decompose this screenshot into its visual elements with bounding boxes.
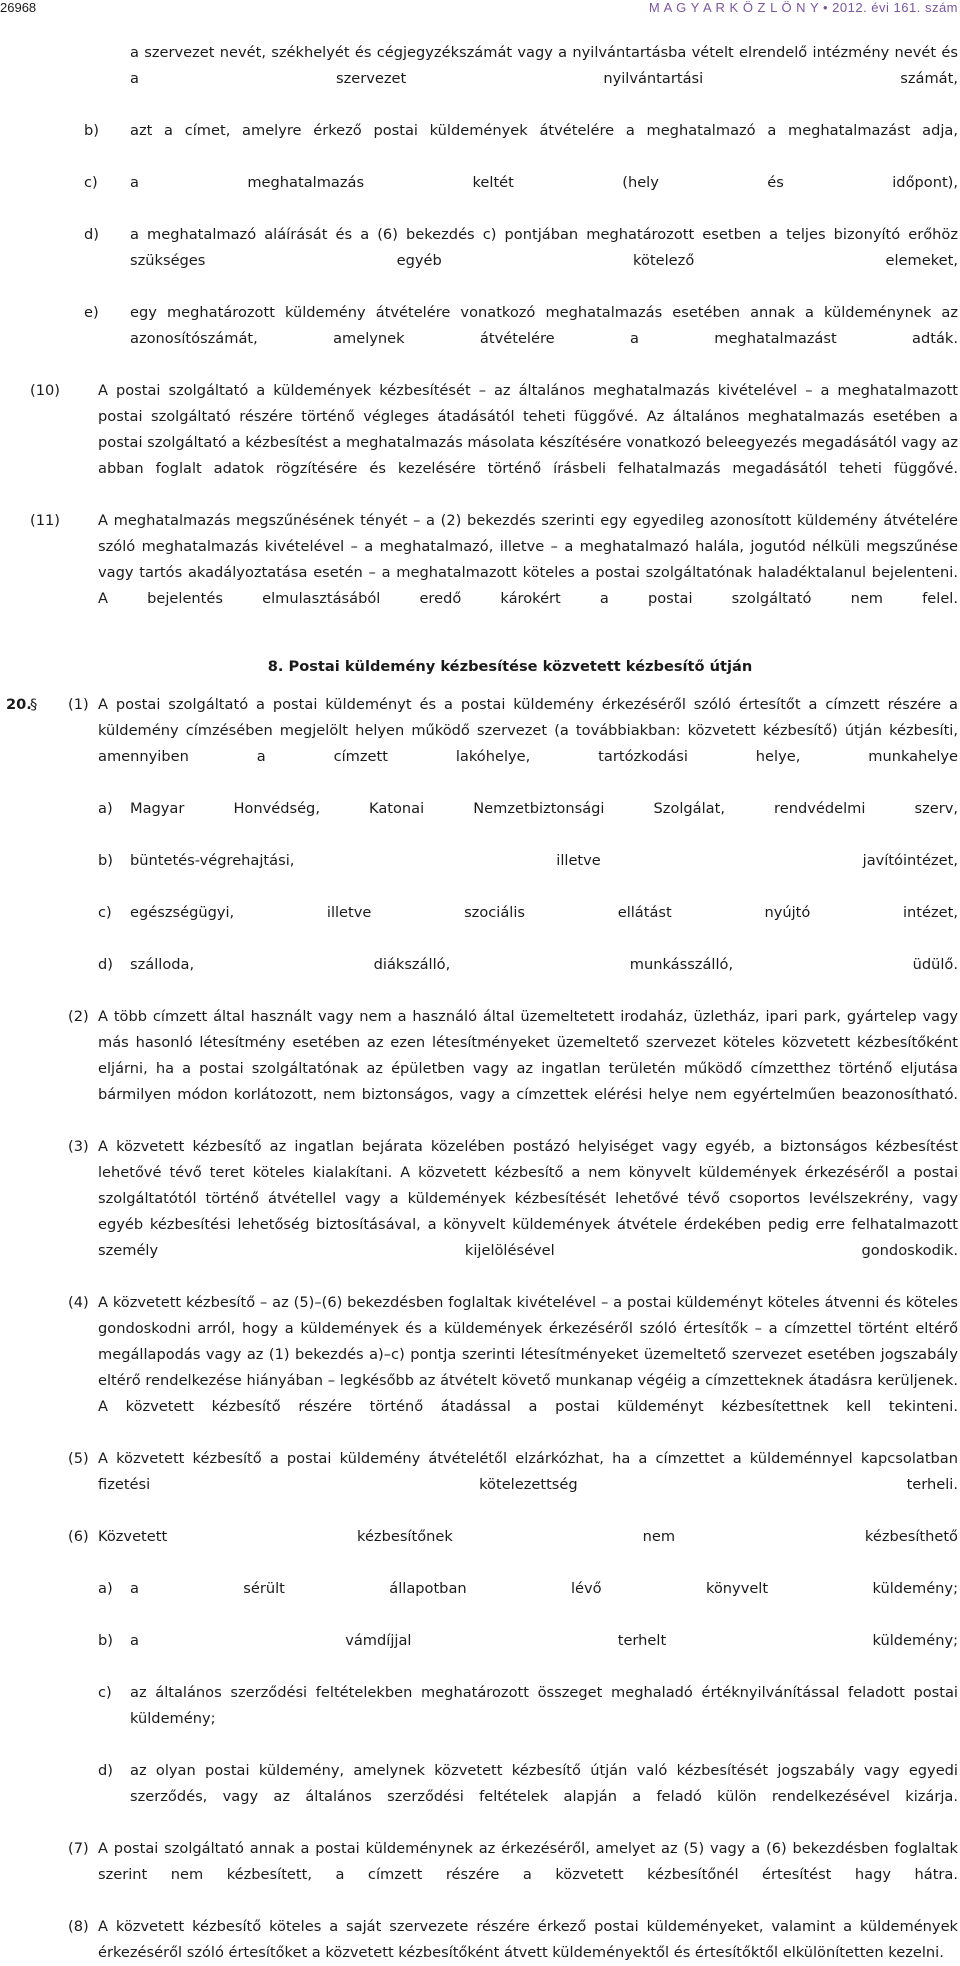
section-number: 20.	[6, 696, 32, 713]
paragraph-text: A postai szolgáltató annak a postai küldeménynek az érkezéséről, amelyet az (5) vagy a (6) bekezdésben foglaltak szerint nem kézbesített, a címzett részére a közvetett kézbesítőnél értesítést hagy hátra.	[98, 1840, 958, 1883]
paragraph	[68, 692, 958, 796]
item-text: azt a címet, amelyre érkező postai küldemények átvételére a meghatalmazó a meghatalmazást adja,	[130, 122, 958, 139]
item-label: c)	[84, 174, 98, 191]
item-text: büntetés-végrehajtási, illetve javítóintézet,	[130, 852, 958, 869]
section-heading: 8. Postai küldemény kézbesítése közvetett kézbesítő útján	[267, 658, 753, 675]
paragraph	[30, 378, 958, 508]
paragraph-number: (3)	[68, 1138, 89, 1155]
paragraph-text: A meghatalmazás megszűnésének tényét – a (2) bekezdés szerinti egy egyedileg azonosított küldemény átvételére szóló meghatalmazás kivételével – a meghatalmazó, illetve – a meghatalmazó halála, jogutód nélküli megszűnése vagy tartós akadályoztatása esetén – a meghatalmazott köteles a postai szolgáltatónak haladéktalanul bejelenteni. A bejelentés elmulasztásából eredő károkért a postai szolgáltató nem felel.	[98, 512, 958, 607]
item-label: b)	[84, 122, 99, 139]
paragraph	[68, 1290, 958, 1446]
paragraph-text: A több címzett által használt vagy nem a használó által üzemeltetett irodaház, üzletház, ipari park, gyártelep vagy más hasonló létesítmény esetében az ezen létesítményeket üzemeltető szervezet köteles közvetett kézbesítőként eljárni, ha a postai szolgáltatónak az épületben vagy az ingatlan területén működő címzetthez történő eljutása bármilyen módon korlátozott, nem biztonságos, vagy a címzettek elérési helye nem egyértelműen beazonosítható.	[98, 1008, 958, 1103]
paragraph	[68, 1004, 958, 1134]
list-item	[84, 222, 958, 300]
item-label: d)	[98, 956, 113, 973]
item-text: a meghatalmazás keltét (hely és időpont),	[130, 174, 958, 191]
list-item	[130, 40, 958, 118]
section-20	[0, 692, 960, 1966]
list-item	[98, 952, 958, 1004]
paragraph-number: (4)	[68, 1294, 89, 1311]
list-item	[98, 900, 958, 952]
list-item	[84, 300, 958, 378]
journal-title: M A G Y A R K Ö Z L Ö N Y • 2012. évi 161. szám	[648, 0, 958, 15]
paragraph	[68, 1836, 958, 1914]
list-item	[98, 1628, 958, 1680]
paragraph-number: (2)	[68, 1008, 89, 1025]
list-item	[98, 1680, 958, 1758]
list-item	[98, 796, 958, 848]
paragraph-text: A közvetett kézbesítő – az (5)–(6) bekezdésben foglaltak kivételével – a postai küldeményt köteles átvenni és köteles gondoskodni arról, hogy a küldemények és a küldemények érkezéséről szóló értesítők – a címzettel történt eltérő megállapodás vagy az (1) bekezdés a)–c) pontja szerinti létesítményeket üzemeltető szervezet esetében jogszabály eltérő rendelkezése hiányában – legkésőbb az átvételt követő munkanap végéig a címzetteknek átadásra kerüljenek. A közvetett kézbesítő részére történő átadással a postai küldeményt kézbesítettnek kell tekinteni.	[98, 1294, 958, 1415]
item-label: b)	[98, 852, 113, 869]
paragraph-text: A postai szolgáltató a postai küldeményt és a postai küldemény érkezéséről szóló értesítőt a címzett részére a küldemény címzésében megjelölt helyen működő szervezet (a továbbiakban: közvetett kézbesítő) útján kézbesíti, amennyiben a címzett lakóhelye, tartózkodási helye, munkahelye	[98, 696, 958, 765]
paragraph-number: (5)	[68, 1450, 89, 1467]
paragraph	[68, 1524, 958, 1576]
item-text: a sérült állapotban lévő könyvelt küldemény;	[130, 1580, 958, 1597]
list-item	[84, 170, 958, 222]
paragraph	[68, 1134, 958, 1290]
item-text: a vámdíjjal terhelt küldemény;	[130, 1632, 958, 1649]
paragraph-number: (8)	[68, 1918, 89, 1935]
paragraph	[68, 1446, 958, 1524]
paragraph-number: (6)	[68, 1528, 89, 1545]
paragraph-text: A postai szolgáltató a küldemények kézbesítését – az általános meghatalmazás kivételével – a meghatalmazott postai szolgáltató részére történő végleges átadásától teheti függővé. Az általános meghatalmazás esetében a postai szolgáltató a kézbesítést a meghatalmazás másolata készítésére vonatkozó beleegyezés megadásától vagy az abban foglalt adatok rögzítésére és kezelésére történő írásbeli felhatalmazás megadásától teheti függővé.	[98, 382, 958, 477]
list-item	[98, 848, 958, 900]
item-text: egy meghatározott küldemény átvételére vonatkozó meghatalmazás esetében annak a küldeménynek az azonosítószámát, amelynek átvételére a meghatalmazást adták.	[130, 304, 958, 347]
paragraph	[30, 508, 958, 638]
paragraph-number: (10)	[30, 382, 60, 399]
item-text: szálloda, diákszálló, munkásszálló, üdülő.	[130, 956, 958, 973]
item-label: c)	[98, 904, 112, 921]
item-text: Magyar Honvédség, Katonai Nemzetbiztonsági Szolgálat, rendvédelmi szerv,	[130, 800, 958, 817]
paragraph-text: A közvetett kézbesítő az ingatlan bejárata közelében postázó helyiséget vagy egyéb, a biztonságos kézbesítést lehetővé tévő teret köteles kialakítani. A közvetett kézbesítő a nem könyvelt küldemények érkezéséről a postai szolgáltatótól történő átvétellel vagy a küldemények kézbesítését lehetővé tévő csoportos levélszekrény, vagy egyéb kézbesítési lehetőség biztosításával, a könyvelt küldemények átvétele érdekében pedig erre felhatalmazott személy kijelölésével gondoskodik.	[98, 1138, 958, 1259]
paragraph-number: (11)	[30, 512, 60, 529]
item-label: b)	[98, 1632, 113, 1649]
item-text: az általános szerződési feltételekben meghatározott összeget meghaladó értéknyilvánítással feladott postai küldemény;	[130, 1684, 958, 1727]
list-item	[84, 118, 958, 170]
item-text: egészségügyi, illetve szociális ellátást nyújtó intézet,	[130, 904, 958, 921]
paragraph	[68, 1914, 958, 1966]
page-number: 26968	[0, 0, 37, 15]
item-label: c)	[98, 1684, 112, 1701]
document-body	[0, 40, 960, 1966]
paragraph-text: Közvetett kézbesítőnek nem kézbesíthető	[98, 1528, 958, 1545]
paragraph-number: (1)	[68, 696, 89, 713]
paragraph-text: A közvetett kézbesítő a postai küldemény átvételétől elzárkózhat, ha a címzettet a küldeménnyel kapcsolatban fizetési kötelezettség terheli.	[98, 1450, 958, 1493]
item-text: az olyan postai küldemény, amelynek közvetett kézbesítő útján való kézbesítését jogszabály vagy egyedi szerződés, vagy az általános szerződési feltételek alapján a feladó külön rendelkezésével kizárja.	[130, 1762, 958, 1805]
paragraph-text: A közvetett kézbesítő köteles a saját szervezete részére érkező postai küldeményeket, valamint a küldemények érkezéséről szóló értesítőket a közvetett kézbesítőként átvett küldeményektől és értesítőktől elkülönítetten kezelni.	[98, 1918, 958, 1961]
item-label: a)	[98, 1580, 113, 1597]
list-item	[98, 1758, 958, 1836]
item-label: e)	[84, 304, 99, 321]
item-text: a meghatalmazó aláírását és a (6) bekezdés c) pontjában meghatározott esetben a teljes bizonyító erőhöz szükséges egyéb kötelező elemeket,	[130, 226, 958, 269]
list-item	[98, 1576, 958, 1628]
item-label: d)	[98, 1762, 113, 1779]
item-text: a szervezet nevét, székhelyét és cégjegyzékszámát vagy a nyilvántartásba vételt elrendelő intézmény nevét és a szervezet nyilvántartási számát,	[130, 44, 958, 87]
section-sign: §	[30, 696, 38, 713]
paragraph-number: (7)	[68, 1840, 89, 1857]
page-header	[0, 0, 960, 20]
item-label: d)	[84, 226, 99, 243]
item-label: a)	[98, 800, 113, 817]
